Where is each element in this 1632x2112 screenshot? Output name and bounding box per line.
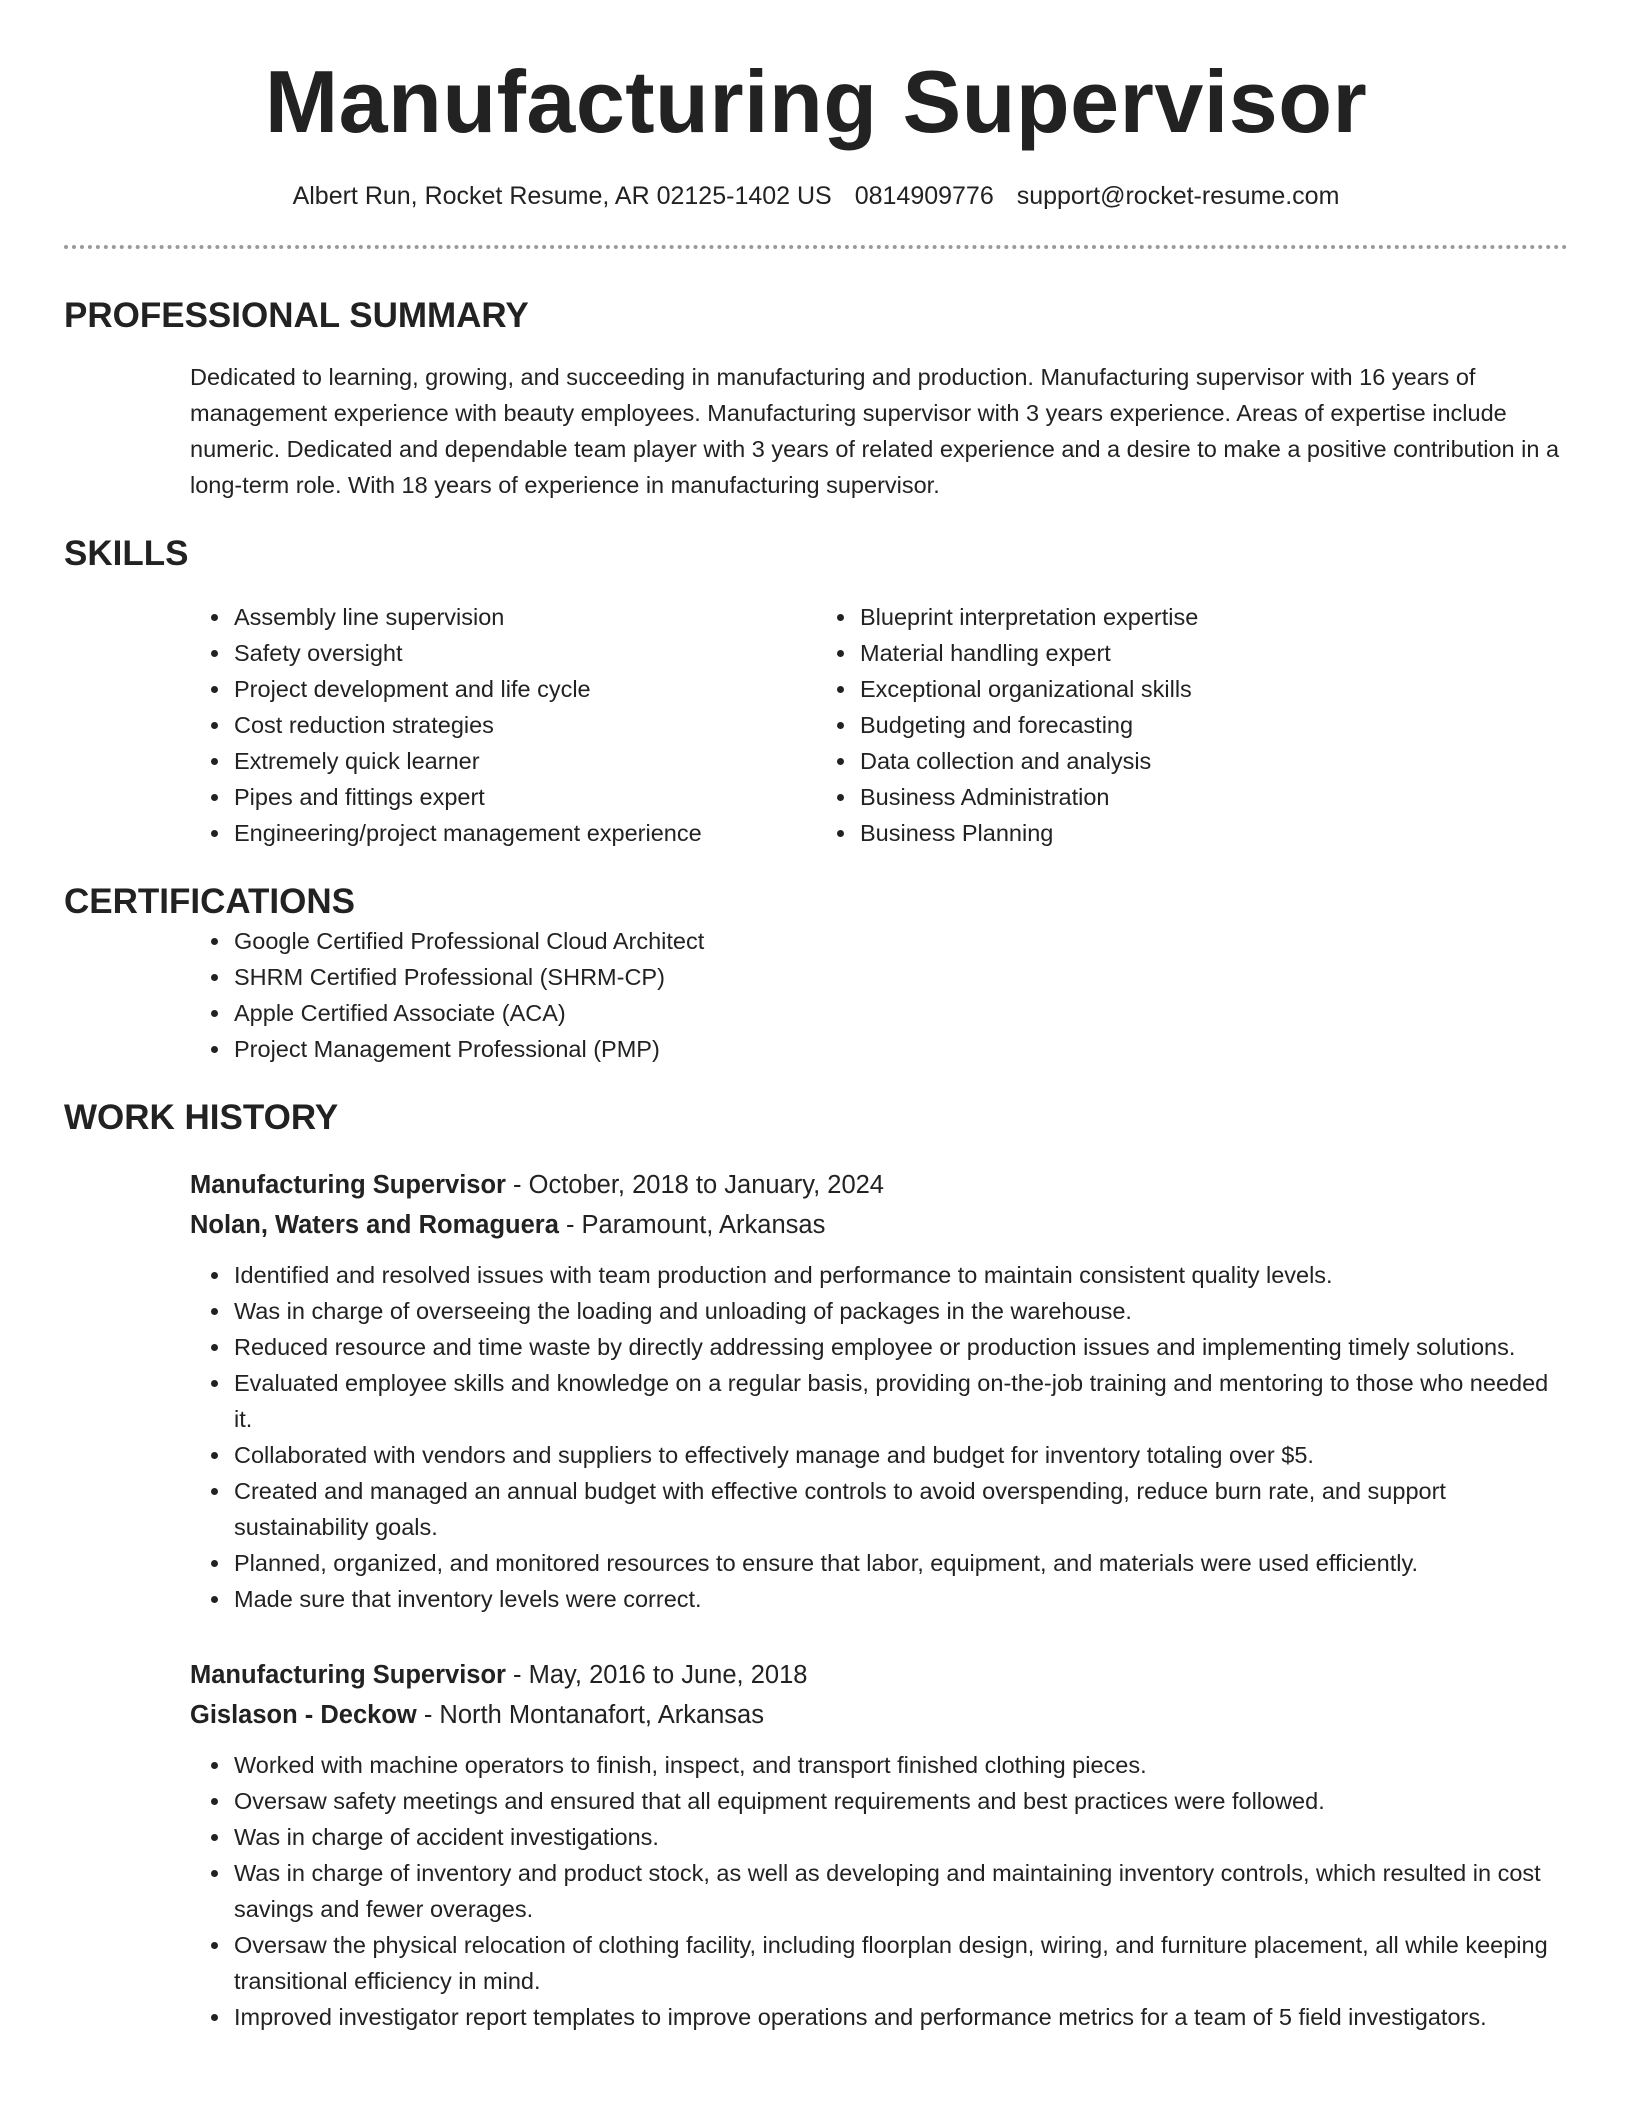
job-company: Nolan, Waters and Romaguera bbox=[190, 1211, 559, 1239]
certifications-list bbox=[64, 923, 1568, 1067]
job-duty: Identified and resolved issues with team production and performance to maintain consistent quality levels. bbox=[234, 1257, 1568, 1293]
summary-text: Dedicated to learning, growing, and succeeding in manufacturing and production. Manufacturing supervisor with 16 years of management experience with beauty employees. Manufacturing supervisor with 3 years experience. Areas of expertise include numeric. Dedicated and dependable team player with 3 years of related experience and a desire to make a positive contribution in a long-term role. With 18 years of experience in manufacturing supervisor. bbox=[190, 364, 1560, 498]
skill-item: Project development and life cycle bbox=[234, 671, 816, 707]
job-duty: Reduced resource and time waste by directly addressing employee or production issues and implementing timely solutions. bbox=[234, 1329, 1568, 1365]
certification-item: Project Management Professional (PMP) bbox=[234, 1031, 1568, 1067]
job-entry bbox=[64, 1165, 1568, 1617]
job-duty: Created and managed an annual budget with effective controls to avoid overspending, reduce burn rate, and support sustainability goals. bbox=[234, 1473, 1568, 1545]
skill-item: Business Planning bbox=[860, 815, 1568, 851]
certifications-heading: CERTIFICATIONS bbox=[64, 882, 356, 921]
job-duty: Improved investigator report templates to improve operations and performance metrics for a team of 5 field investigators. bbox=[234, 1999, 1568, 2035]
job-location: - North Montanafort, Arkansas bbox=[416, 1701, 764, 1729]
job-duty: Worked with machine operators to finish, inspect, and transport finished clothing pieces. bbox=[234, 1747, 1568, 1783]
contact-address: Albert Run, Rocket Resume, AR 02125-1402 US bbox=[292, 182, 832, 210]
skill-item: Assembly line supervision bbox=[234, 599, 816, 635]
skill-item: Blueprint interpretation expertise bbox=[860, 599, 1568, 635]
certification-item: SHRM Certified Professional (SHRM-CP) bbox=[234, 959, 1568, 995]
contact-line bbox=[64, 181, 1568, 211]
skill-item: Pipes and fittings expert bbox=[234, 779, 816, 815]
job-dates: - October, 2018 to January, 2024 bbox=[505, 1171, 884, 1199]
resume-title: Manufacturing Supervisor bbox=[264, 52, 1368, 151]
skill-item: Material handling expert bbox=[860, 635, 1568, 671]
job-duty: Oversaw safety meetings and ensured that all equipment requirements and best practices were followed. bbox=[234, 1783, 1568, 1819]
skills-list-left bbox=[64, 599, 816, 851]
job-title-line bbox=[190, 1165, 1568, 1205]
skill-item: Safety oversight bbox=[234, 635, 816, 671]
skill-item: Exceptional organizational skills bbox=[860, 671, 1568, 707]
job-company: Gislason - Deckow bbox=[190, 1701, 417, 1729]
job-duty: Evaluated employee skills and knowledge on a regular basis, providing on-the-job training and mentoring to those who needed it. bbox=[234, 1365, 1568, 1437]
job-dates: - May, 2016 to June, 2018 bbox=[505, 1661, 808, 1689]
job-duty: Was in charge of inventory and product stock, as well as developing and maintaining inventory controls, which resulted in cost savings and fewer overages. bbox=[234, 1855, 1568, 1927]
job-location: - Paramount, Arkansas bbox=[558, 1211, 826, 1239]
job-duties-list bbox=[64, 1747, 1568, 2035]
job-duties-list bbox=[64, 1257, 1568, 1617]
job-duty: Was in charge of accident investigations. bbox=[234, 1819, 1568, 1855]
skills-heading: SKILLS bbox=[64, 534, 189, 573]
job-duty: Planned, organized, and monitored resources to ensure that labor, equipment, and materials were used efficiently. bbox=[234, 1545, 1568, 1581]
job-title-line bbox=[190, 1655, 1568, 1695]
certification-item: Google Certified Professional Cloud Architect bbox=[234, 923, 1568, 959]
certification-item: Apple Certified Associate (ACA) bbox=[234, 995, 1568, 1031]
skill-item: Business Administration bbox=[860, 779, 1568, 815]
job-duty: Oversaw the physical relocation of clothing facility, including floorplan design, wiring, and furniture placement, all while keeping transitional efficiency in mind. bbox=[234, 1927, 1568, 1999]
job-duty: Collaborated with vendors and suppliers to effectively manage and budget for inventory totaling over $5. bbox=[234, 1437, 1568, 1473]
job-title: Manufacturing Supervisor bbox=[190, 1661, 506, 1689]
work-history-heading: WORK HISTORY bbox=[64, 1098, 339, 1137]
skills-list-right bbox=[816, 599, 1568, 851]
skills-section bbox=[64, 533, 1568, 851]
job-title: Manufacturing Supervisor bbox=[190, 1171, 506, 1199]
skill-item: Engineering/project management experience bbox=[234, 815, 816, 851]
skills-columns bbox=[64, 599, 1568, 851]
certifications-section bbox=[64, 881, 1568, 1067]
contact-phone: 0814909776 bbox=[854, 182, 994, 210]
skill-item: Cost reduction strategies bbox=[234, 707, 816, 743]
contact-email: support@rocket-resume.com bbox=[1016, 182, 1340, 210]
skill-item: Data collection and analysis bbox=[860, 743, 1568, 779]
work-history-section bbox=[64, 1097, 1568, 2035]
header-divider bbox=[64, 245, 1568, 249]
job-duty: Was in charge of overseeing the loading and unloading of packages in the warehouse. bbox=[234, 1293, 1568, 1329]
summary-heading: PROFESSIONAL SUMMARY bbox=[64, 296, 529, 335]
skill-item: Budgeting and forecasting bbox=[860, 707, 1568, 743]
job-entry bbox=[64, 1655, 1568, 2035]
skill-item: Extremely quick learner bbox=[234, 743, 816, 779]
job-company-line bbox=[190, 1695, 1568, 1735]
job-duty: Made sure that inventory levels were correct. bbox=[234, 1581, 1568, 1617]
job-company-line bbox=[190, 1205, 1568, 1245]
